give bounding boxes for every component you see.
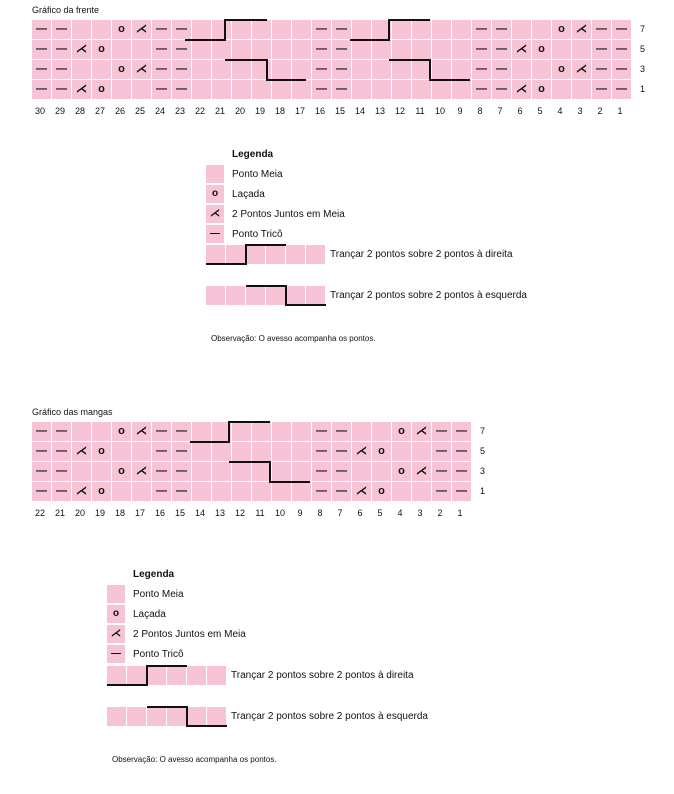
column-number: 12 bbox=[394, 106, 405, 116]
stitch-cell: — bbox=[152, 462, 172, 482]
yarnover-icon: o bbox=[107, 605, 125, 623]
stitch-cell: ⋌ bbox=[352, 442, 372, 462]
stitch-cell: — bbox=[32, 60, 52, 80]
stitch-cell: — bbox=[452, 442, 472, 462]
stitch-cell: — bbox=[52, 462, 72, 482]
stitch-cell: o bbox=[92, 80, 112, 100]
stitch-cell: — bbox=[32, 80, 52, 100]
legend-label: Trançar 2 pontos sobre 2 pontos à esquerda bbox=[330, 290, 527, 301]
stitch-cell: o bbox=[532, 80, 552, 100]
column-number: 22 bbox=[194, 106, 205, 116]
stitch-cell: ⋌ bbox=[352, 482, 372, 502]
purl-icon: — bbox=[206, 225, 224, 243]
stitch-cell: — bbox=[332, 442, 352, 462]
stitch-cell: ⋌ bbox=[512, 40, 532, 60]
column-number: 1 bbox=[457, 508, 463, 518]
legend-label: Trançar 2 pontos sobre 2 pontos à direita bbox=[231, 670, 414, 681]
legend-item-purl bbox=[107, 644, 246, 664]
legend-item-cable-right bbox=[107, 666, 414, 685]
column-number: 18 bbox=[274, 106, 285, 116]
k2tog-icon: ⋌ bbox=[206, 205, 224, 223]
stitch-cell: ⋌ bbox=[72, 40, 92, 60]
column-number: 3 bbox=[417, 508, 423, 518]
stitch-cell: — bbox=[52, 20, 72, 40]
stitch-cell: o bbox=[112, 422, 132, 442]
stitch-cell: — bbox=[52, 422, 72, 442]
stitch-cell: o bbox=[392, 462, 412, 482]
stitch-cell: o bbox=[112, 462, 132, 482]
column-number: 20 bbox=[74, 508, 85, 518]
stitch-cell: — bbox=[332, 462, 352, 482]
column-number: 10 bbox=[274, 508, 285, 518]
stitch-cell: — bbox=[432, 482, 452, 502]
stitch-cell: — bbox=[32, 442, 52, 462]
column-number: 8 bbox=[317, 508, 323, 518]
stitch-cell: — bbox=[52, 60, 72, 80]
column-number: 1 bbox=[617, 106, 623, 116]
row-number: 7 bbox=[640, 24, 646, 34]
stitch-cell: o bbox=[552, 20, 572, 40]
column-number: 4 bbox=[397, 508, 403, 518]
legend-label: Trançar 2 pontos sobre 2 pontos à esquerda bbox=[231, 711, 428, 722]
legend-item-yarnover bbox=[107, 604, 246, 624]
stitch-cell: o bbox=[92, 482, 112, 502]
row-number: 5 bbox=[640, 44, 646, 54]
column-number: 15 bbox=[174, 508, 185, 518]
column-number: 16 bbox=[314, 106, 325, 116]
stitch-cell: — bbox=[612, 20, 632, 40]
stitch-cell: — bbox=[152, 482, 172, 502]
column-number: 8 bbox=[477, 106, 483, 116]
column-number: 2 bbox=[597, 106, 603, 116]
stitch-cell: — bbox=[472, 80, 492, 100]
stitch-cell: — bbox=[172, 60, 192, 80]
stitch-cell: o bbox=[532, 40, 552, 60]
stitch-cell: o bbox=[552, 60, 572, 80]
stitch-cell: — bbox=[172, 20, 192, 40]
yarnover-icon: o bbox=[206, 185, 224, 203]
stitch-cell: — bbox=[432, 422, 452, 442]
legend-item-cable-right bbox=[206, 245, 513, 264]
stitch-cell: — bbox=[32, 482, 52, 502]
row-number: 1 bbox=[480, 486, 486, 496]
stitch-cell: — bbox=[312, 442, 332, 462]
legend-item-purl bbox=[206, 224, 345, 244]
stitch-cell: — bbox=[172, 40, 192, 60]
stitch-cell: o bbox=[92, 442, 112, 462]
stitch-cell: — bbox=[172, 80, 192, 100]
column-number: 13 bbox=[374, 106, 385, 116]
row-number: 3 bbox=[480, 466, 486, 476]
legend-item-knit bbox=[107, 584, 246, 604]
column-number: 7 bbox=[337, 508, 343, 518]
stitch-cell: — bbox=[172, 482, 192, 502]
stitch-cell: ⋌ bbox=[512, 80, 532, 100]
column-number: 6 bbox=[357, 508, 363, 518]
column-number: 21 bbox=[54, 508, 65, 518]
stitch-cell: o bbox=[372, 442, 392, 462]
legend-label: Ponto Tricô bbox=[133, 648, 184, 660]
legend-label: 2 Pontos Juntos em Meia bbox=[232, 208, 345, 220]
stitch-cell: ⋌ bbox=[72, 482, 92, 502]
stitch-cell: o bbox=[112, 20, 132, 40]
stitch-cell: — bbox=[312, 482, 332, 502]
column-number: 15 bbox=[334, 106, 345, 116]
stitch-cell: ⋌ bbox=[72, 80, 92, 100]
column-number: 4 bbox=[557, 106, 563, 116]
stitch-cell: — bbox=[592, 80, 612, 100]
stitch-cell: — bbox=[492, 80, 512, 100]
column-number: 22 bbox=[34, 508, 45, 518]
stitch-cell: ⋌ bbox=[132, 60, 152, 80]
stitch-cell: o bbox=[92, 40, 112, 60]
stitch-cell: — bbox=[472, 20, 492, 40]
column-number: 30 bbox=[34, 106, 45, 116]
row-number: 7 bbox=[480, 426, 486, 436]
stitch-cell: — bbox=[612, 40, 632, 60]
stitch-cell: — bbox=[492, 40, 512, 60]
front-chart-title: Gráfico da frente bbox=[32, 5, 100, 15]
stitch-cell: — bbox=[152, 442, 172, 462]
stitch-cell: — bbox=[52, 40, 72, 60]
cable-right-swatch bbox=[107, 666, 227, 685]
legend-label: Ponto Tricô bbox=[232, 228, 283, 240]
stitch-cell: — bbox=[52, 80, 72, 100]
stitch-cell: ⋌ bbox=[72, 442, 92, 462]
knit-swatch bbox=[206, 165, 224, 183]
column-number: 9 bbox=[297, 508, 303, 518]
column-number: 12 bbox=[234, 508, 245, 518]
stitch-cell: — bbox=[472, 60, 492, 80]
k2tog-icon: ⋌ bbox=[107, 625, 125, 643]
stitch-cell: ⋌ bbox=[572, 60, 592, 80]
knit-swatch bbox=[107, 585, 125, 603]
stitch-cell: ⋌ bbox=[412, 462, 432, 482]
stitch-cell: — bbox=[312, 80, 332, 100]
column-number: 14 bbox=[194, 508, 205, 518]
stitch-cell: — bbox=[592, 20, 612, 40]
front-chart bbox=[32, 20, 646, 125]
column-number: 6 bbox=[517, 106, 523, 116]
stitch-cell: — bbox=[592, 60, 612, 80]
stitch-cell: — bbox=[312, 462, 332, 482]
column-number: 21 bbox=[214, 106, 225, 116]
legend-item-k2tog bbox=[206, 204, 345, 224]
column-number: 24 bbox=[154, 106, 165, 116]
stitch-cell: — bbox=[492, 20, 512, 40]
stitch-cell: — bbox=[452, 462, 472, 482]
stitch-cell: — bbox=[172, 422, 192, 442]
purl-icon: — bbox=[107, 645, 125, 663]
column-number: 20 bbox=[234, 106, 245, 116]
legend-label: Ponto Meia bbox=[133, 588, 184, 600]
column-number: 18 bbox=[114, 508, 125, 518]
stitch-cell: — bbox=[32, 40, 52, 60]
legend-label: Ponto Meia bbox=[232, 168, 283, 180]
stitch-cell: o bbox=[392, 422, 412, 442]
column-number: 16 bbox=[154, 508, 165, 518]
column-number: 23 bbox=[174, 106, 185, 116]
stitch-cell: — bbox=[612, 60, 632, 80]
stitch-cell: o bbox=[112, 60, 132, 80]
legend-item-yarnover bbox=[206, 184, 345, 204]
column-number: 27 bbox=[94, 106, 105, 116]
legend-title: Legenda bbox=[133, 569, 175, 580]
stitch-cell: — bbox=[492, 60, 512, 80]
stitch-cell: — bbox=[172, 462, 192, 482]
column-number: 14 bbox=[354, 106, 365, 116]
stitch-cell: — bbox=[472, 40, 492, 60]
column-number: 3 bbox=[577, 106, 583, 116]
legend-title: Legenda bbox=[232, 149, 274, 160]
stitch-cell: — bbox=[452, 422, 472, 442]
cable-left-swatch bbox=[206, 286, 326, 305]
stitch-cell: — bbox=[332, 20, 352, 40]
stitch-cell: — bbox=[332, 422, 352, 442]
stitch-cell: — bbox=[452, 482, 472, 502]
stitch-cell: ⋌ bbox=[572, 20, 592, 40]
row-number: 1 bbox=[640, 84, 646, 94]
legend-item-cable-left bbox=[107, 707, 428, 726]
column-number: 19 bbox=[94, 508, 105, 518]
stitch-cell: — bbox=[312, 422, 332, 442]
stitch-cell: o bbox=[372, 482, 392, 502]
stitch-cell: — bbox=[32, 422, 52, 442]
sleeves-legend bbox=[107, 566, 246, 664]
column-number: 17 bbox=[134, 508, 145, 518]
column-number: 17 bbox=[294, 106, 305, 116]
stitch-cell: — bbox=[312, 20, 332, 40]
cable-right-swatch bbox=[206, 245, 326, 264]
legend-label: Laçada bbox=[133, 608, 166, 620]
legend-item-cable-left bbox=[206, 286, 527, 305]
stitch-cell: — bbox=[332, 60, 352, 80]
legend-label: Laçada bbox=[232, 188, 265, 200]
stitch-cell: — bbox=[312, 60, 332, 80]
column-number: 5 bbox=[537, 106, 543, 116]
legend-label: Trançar 2 pontos sobre 2 pontos à direita bbox=[330, 249, 513, 260]
stitch-cell: — bbox=[172, 442, 192, 462]
front-cable-lines bbox=[32, 20, 642, 110]
column-number: 5 bbox=[377, 508, 383, 518]
stitch-cell: — bbox=[432, 442, 452, 462]
column-number: 7 bbox=[497, 106, 503, 116]
stitch-cell: — bbox=[432, 462, 452, 482]
sleeves-cable-lines bbox=[32, 422, 492, 512]
column-number: 9 bbox=[457, 106, 463, 116]
legend-label: 2 Pontos Juntos em Meia bbox=[133, 628, 246, 640]
stitch-cell: — bbox=[312, 40, 332, 60]
stitch-cell: — bbox=[332, 80, 352, 100]
stitch-cell: — bbox=[152, 40, 172, 60]
legend-item-knit bbox=[206, 164, 345, 184]
sleeves-note: Observação: O avesso acompanha os pontos. bbox=[112, 755, 277, 764]
front-legend bbox=[206, 146, 345, 244]
column-number: 10 bbox=[434, 106, 445, 116]
sleeves-chart bbox=[32, 422, 492, 527]
column-number: 29 bbox=[54, 106, 65, 116]
stitch-cell: — bbox=[332, 40, 352, 60]
row-number: 3 bbox=[640, 64, 646, 74]
column-number: 11 bbox=[255, 508, 265, 518]
stitch-cell: — bbox=[32, 462, 52, 482]
row-number: 5 bbox=[480, 446, 486, 456]
stitch-cell: — bbox=[332, 482, 352, 502]
stitch-cell: — bbox=[52, 442, 72, 462]
stitch-cell: — bbox=[612, 80, 632, 100]
stitch-cell: ⋌ bbox=[132, 20, 152, 40]
column-number: 13 bbox=[214, 508, 225, 518]
sleeves-chart-title: Gráfico das mangas bbox=[32, 407, 113, 417]
stitch-cell: — bbox=[152, 20, 172, 40]
stitch-cell: ⋌ bbox=[132, 462, 152, 482]
front-note: Observação: O avesso acompanha os pontos. bbox=[211, 334, 376, 343]
column-number: 25 bbox=[134, 106, 145, 116]
stitch-cell: ⋌ bbox=[412, 422, 432, 442]
stitch-cell: — bbox=[152, 80, 172, 100]
stitch-cell: — bbox=[152, 60, 172, 80]
stitch-cell: — bbox=[152, 422, 172, 442]
stitch-cell: ⋌ bbox=[132, 422, 152, 442]
column-number: 28 bbox=[74, 106, 85, 116]
stitch-cell: — bbox=[32, 20, 52, 40]
stitch-cell: — bbox=[592, 40, 612, 60]
cable-left-swatch bbox=[107, 707, 227, 726]
column-number: 11 bbox=[415, 106, 425, 116]
stitch-cell: — bbox=[52, 482, 72, 502]
column-number: 26 bbox=[114, 106, 125, 116]
legend-item-k2tog bbox=[107, 624, 246, 644]
column-number: 2 bbox=[437, 508, 443, 518]
column-number: 19 bbox=[254, 106, 265, 116]
